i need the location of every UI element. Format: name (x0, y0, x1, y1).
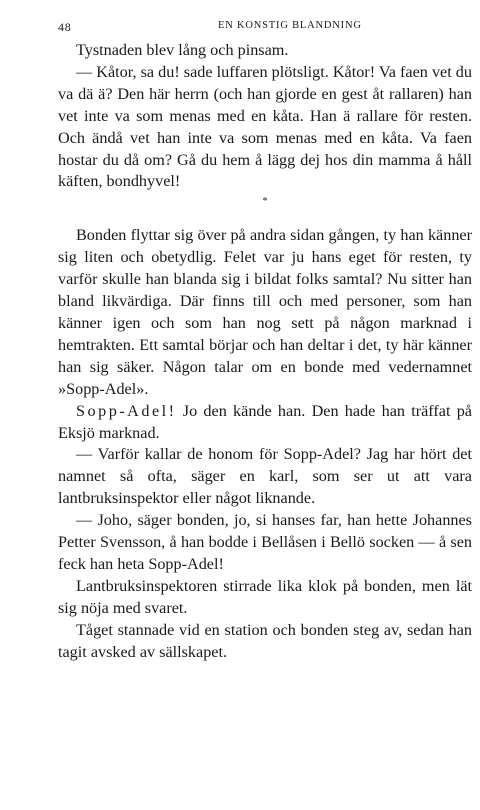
paragraph: — Varför kallar de honom för Sopp-Adel? Jag har hört det namnet så ofta, säger en karl, som ser ut att vara lantbruksinspektor eller något liknande. (58, 445, 472, 508)
paragraph: Tystnaden blev lång och pinsam. (76, 41, 289, 59)
paragraph: — Joho, säger bonden, jo, si hanses far, han hette Johannes Petter Svensson, å han bodde i Bellåsen i Bellö socken — å sen feck han heta Sopp-Adel! (58, 511, 472, 573)
paragraph: — Kåtor, sa du! sade luffaren plötsligt. Kåtor! Va faen vet du va dä ä? Den här herrn (och han gjorde en gest åt rallaren) han vet inte va som menas med en kåta. Han ä rallare för resten. Och ändå vet han inte va som menas med en kåta. Va faen hostar du då om? Gå du hem å lägg dej hos din mamma å håll käften, bondhyvel! (58, 62, 472, 191)
page-body (58, 40, 472, 663)
page-header (58, 20, 466, 36)
paragraph-text: Jo den kände han. Den hade han träffat på Eksjö marknad. (58, 401, 472, 442)
paragraph-with-spaced-word (58, 401, 472, 445)
running-title: EN KONSTIG BLANDNING (218, 20, 362, 31)
section-break-ornament: * (262, 196, 268, 208)
paragraph: Tåget stannade vid en station och bonden steg av, sedan han tagit avsked av sällskapet. (58, 620, 472, 661)
page-number: 48 (58, 20, 72, 34)
paragraph: Lantbruksinspektoren stirrade lika klok på bonden, men lät sig nöja med svaret. (58, 576, 472, 617)
paragraph: Bonden flyttar sig över på andra sidan gången, ty han känner sig liten och obetydlig. Felet var ju hans eget för resten, ty varför skulle han blanda sig i bildat folks samtal? Nu sitter han bland likvärdiga. Där finns till och med personer, som han känner igen och som han nog sett på någon marknad i hemtrakten. Ett samtal börjar och han deltar i det, ty här känner han sig säker. Någon talar om en bonde med vedernamnet »Sopp-Adel». (58, 226, 472, 398)
letterspaced-name: Sopp-Adel! (76, 401, 177, 420)
